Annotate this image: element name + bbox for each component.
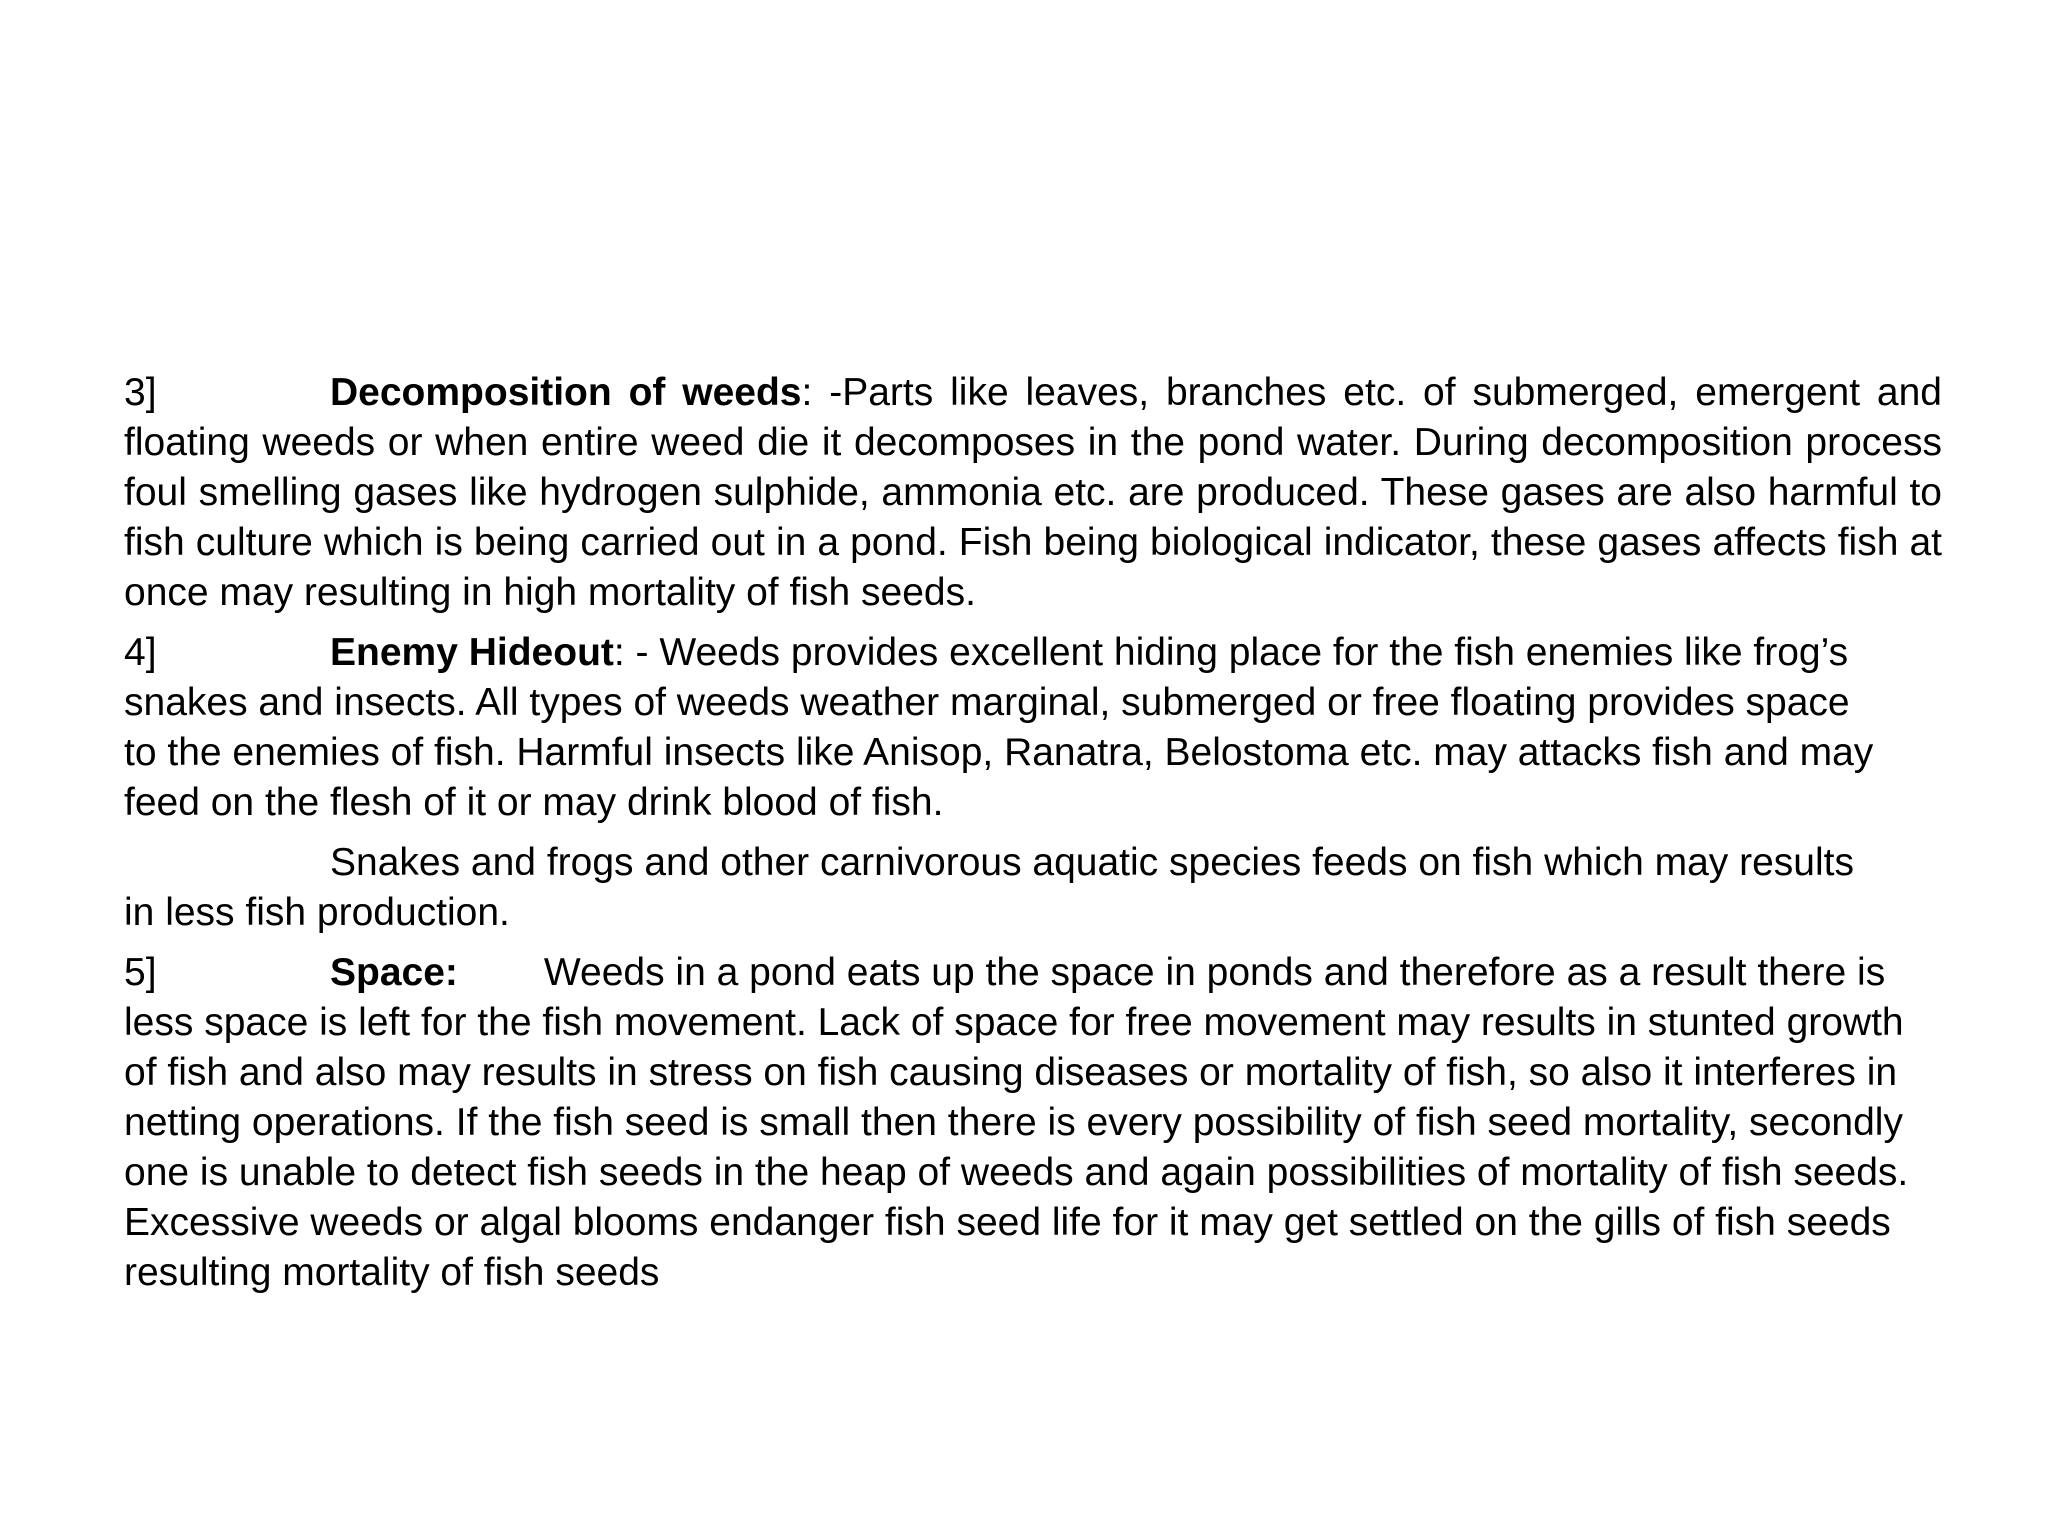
section-number: 5] <box>124 951 157 994</box>
section-space <box>124 948 1942 1298</box>
section-text: Weeds in a pond eats up the space in ponds and therefore as a result there is less space is left for the fish movement. Lack of space for free movement may results in stunted growth of fish and also may results in stress on fish causing diseases or mortality of fish, so also it interferes in netting operations. If the fish seed is small then there is every possibility of fish seed mortality, secondly one is unable to detect fish seeds in the heap of weeds and again possibilities of mortality of fish seeds. Excessive weeds or algal blooms endanger fish seed life for it may get settled on the gills of fish seeds resulting mortality of fish seeds <box>124 951 1909 1294</box>
section-heading: Decomposition of weeds <box>330 371 802 414</box>
section-enemy-hideout-extra <box>124 838 1942 938</box>
section-number: 3] <box>124 371 157 414</box>
section-heading: Space: <box>330 951 458 994</box>
section-text: : - Weeds provides excellent hiding place for the fish enemies like frog’s snakes and insects. All types of weeds weather marginal, submerged or free floating provides space to the enemies of fish. Harmful insects like Anisop, Ranatra, Belostoma etc. may attacks fish and may feed on the flesh of it or may drink blood of fish. <box>124 631 1874 824</box>
section-decomposition <box>124 368 1942 618</box>
section-extra-text: Snakes and frogs and other carnivorous aquatic species feeds on fish which may results in less fish production. <box>124 841 1854 934</box>
section-heading: Enemy Hideout <box>330 631 614 674</box>
section-enemy-hideout <box>124 628 1942 828</box>
section-text: : -Parts like leaves, branches etc. of submerged, emergent and floating weeds or when entire weed die it decomposes in the pond water. During decomposition process foul smelling gases like hydrogen sulphide, ammonia etc. are produced. These gases are also harmful to fish culture which is being carried out in a pond. Fish being biological indicator, these gases affects fish at once may resulting in high mortality of fish seeds. <box>124 371 1942 614</box>
slide-content <box>124 368 1942 1308</box>
section-number: 4] <box>124 631 157 674</box>
